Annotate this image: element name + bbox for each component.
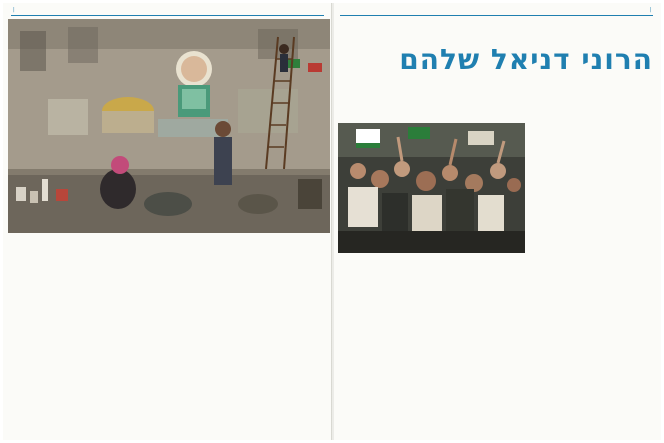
crowd-photo (338, 123, 525, 253)
left-header-rule (11, 15, 324, 16)
left-column-3 (138, 243, 198, 438)
right-column-4 (531, 265, 581, 438)
right-folio-separator: | (649, 7, 651, 13)
left-column-5 (268, 243, 328, 438)
left-folio (11, 6, 19, 14)
left-page (3, 3, 332, 440)
right-column-1 (338, 265, 398, 438)
right-column-2 (402, 265, 462, 438)
left-column-4 (203, 243, 263, 438)
pull-quote (584, 261, 652, 331)
right-column-3 (466, 265, 526, 438)
crowd-photo-graphic (338, 123, 525, 253)
mural-photo-graphic (8, 19, 330, 233)
right-header-rule (340, 15, 653, 16)
right-column-upper-2 (531, 125, 589, 253)
right-folio (645, 6, 653, 14)
article-headline: הרוני דניאל שלהם (399, 43, 653, 76)
left-folio-separator: | (13, 7, 15, 13)
mural-photo (8, 19, 330, 233)
right-page (334, 3, 661, 440)
left-column-2 (73, 243, 133, 438)
left-column-1 (8, 243, 68, 438)
right-column-upper-1 (594, 133, 654, 257)
